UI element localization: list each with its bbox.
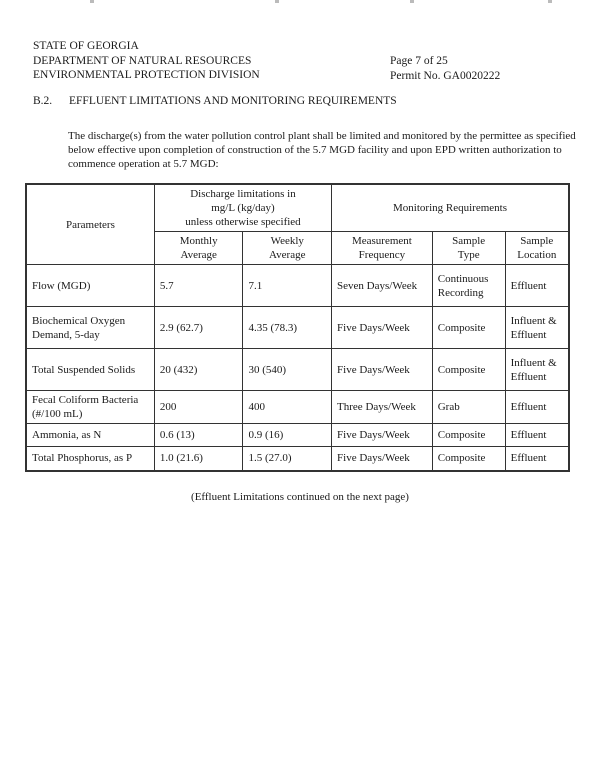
cell-line: Continuous	[437, 272, 489, 285]
scan-mark	[275, 0, 279, 3]
weekly-average-cell: 7.1	[243, 265, 332, 307]
intro-paragraph: The discharge(s) from the water pollution control plant shall be limited and monitored by the permittee as specified below effective upon completion of construction of the 5.7 MGD facility and upon EPD written authorization to commence operation at 5.7 MGD:	[68, 130, 576, 170]
monthly-average-cell: 2.9 (62.7)	[154, 307, 243, 349]
header-line: Monthly	[179, 235, 218, 247]
scan-mark	[548, 0, 552, 3]
continuation-note: (Effluent Limitations continued on the next page)	[191, 491, 409, 503]
cell-line: Grab	[437, 401, 460, 413]
parameter-cell	[26, 307, 154, 349]
cell-line: Influent &	[510, 314, 557, 327]
weekly-average-cell: 4.35 (78.3)	[243, 307, 332, 349]
weekly-average-cell: 30 (540)	[243, 349, 332, 391]
parameter-cell	[26, 265, 154, 307]
table-row	[26, 424, 569, 447]
monthly-average-cell: 0.6 (13)	[154, 424, 243, 447]
permit-number: Permit No. GA0020222	[390, 69, 501, 82]
header-line: Location	[517, 249, 557, 261]
page-number: Page 7 of 25	[390, 55, 448, 67]
sample-location-cell	[505, 265, 569, 307]
monthly-average-cell: 200	[154, 391, 243, 424]
parameters-header: Parameters	[26, 184, 154, 265]
measurement-frequency-header	[332, 232, 433, 265]
cell-line: Total Phosphorus, as P	[32, 452, 133, 465]
weekly-average-header	[243, 232, 332, 265]
cell-line: Flow (MGD)	[32, 279, 91, 292]
cell-line: Recording	[437, 286, 484, 299]
sample-location-cell	[505, 307, 569, 349]
measurement-frequency-cell: Five Days/Week	[332, 349, 433, 391]
header-line: mg/L (kg/day)	[211, 202, 275, 214]
cell-line: Biochemical Oxygen	[32, 314, 126, 327]
monthly-average-cell: 5.7	[154, 265, 243, 307]
cell-line: Effluent	[510, 279, 547, 292]
monitoring-requirements-header: Monitoring Requirements	[332, 184, 569, 232]
section-title: EFFLUENT LIMITATIONS AND MONITORING REQUIREMENTS	[69, 95, 397, 107]
measurement-frequency-cell: Five Days/Week	[332, 424, 433, 447]
header-line: Measurement	[351, 235, 412, 247]
cell-line: Ammonia, as N	[32, 429, 102, 441]
cell-line: Composite	[437, 321, 486, 334]
cell-line: Effluent	[510, 401, 547, 413]
table-row	[26, 391, 569, 424]
sample-type-cell	[432, 307, 505, 349]
cell-line: (#/100 mL)	[32, 408, 83, 420]
sample-type-header	[432, 232, 505, 265]
parameter-cell	[26, 447, 154, 471]
cell-line: Composite	[437, 452, 486, 465]
effluent-limitations-table	[25, 183, 570, 472]
header-line: Weekly	[270, 235, 304, 247]
sample-type-cell	[432, 349, 505, 391]
page-info	[390, 54, 500, 83]
sample-type-cell	[432, 447, 505, 471]
measurement-frequency-cell: Seven Days/Week	[332, 265, 433, 307]
sample-type-cell	[432, 391, 505, 424]
section-number: B.2.	[33, 95, 53, 107]
sample-location-cell	[505, 447, 569, 471]
sample-location-cell	[505, 391, 569, 424]
weekly-average-cell: 0.9 (16)	[243, 424, 332, 447]
agency-header	[33, 39, 260, 83]
sample-type-cell	[432, 265, 505, 307]
parameter-cell	[26, 391, 154, 424]
measurement-frequency-cell: Five Days/Week	[332, 307, 433, 349]
cell-line: Composite	[437, 429, 486, 441]
header-line: Frequency	[358, 249, 406, 261]
sample-location-cell	[505, 424, 569, 447]
sample-type-cell	[432, 424, 505, 447]
cell-line: Effluent	[510, 370, 547, 383]
discharge-limitations-header	[154, 184, 331, 232]
table-row	[26, 447, 569, 471]
header-line: Discharge limitations in	[190, 188, 296, 200]
cell-line: Effluent	[510, 328, 547, 341]
parameter-cell	[26, 424, 154, 447]
header-line: Average	[269, 249, 306, 261]
header-line: Type	[457, 249, 480, 261]
scan-mark	[410, 0, 414, 3]
table-row	[26, 307, 569, 349]
header-line: Sample	[520, 235, 554, 247]
agency-line: STATE OF GEORGIA	[33, 40, 139, 52]
cell-line: Fecal Coliform Bacteria	[32, 394, 139, 406]
header-line: Average	[180, 249, 217, 261]
cell-line: Composite	[437, 363, 486, 376]
table-row	[26, 349, 569, 391]
weekly-average-cell: 1.5 (27.0)	[243, 447, 332, 471]
measurement-frequency-cell: Three Days/Week	[332, 391, 433, 424]
table-row	[26, 265, 569, 307]
monthly-average-cell: 20 (432)	[154, 349, 243, 391]
sample-location-cell	[505, 349, 569, 391]
measurement-frequency-cell: Five Days/Week	[332, 447, 433, 471]
agency-line: DEPARTMENT OF NATURAL RESOURCES	[33, 54, 252, 67]
header-line: Sample	[452, 235, 486, 247]
cell-line: Total Suspended Solids	[32, 363, 136, 376]
parameter-cell	[26, 349, 154, 391]
weekly-average-cell: 400	[243, 391, 332, 424]
section-heading	[33, 95, 397, 107]
monthly-average-header	[154, 232, 243, 265]
sample-location-header	[505, 232, 569, 265]
header-line: unless otherwise specified	[185, 216, 301, 228]
cell-line: Influent &	[510, 356, 557, 369]
cell-line: Demand, 5-day	[32, 328, 100, 341]
scan-mark	[90, 0, 94, 3]
monthly-average-cell: 1.0 (21.6)	[154, 447, 243, 471]
agency-line: ENVIRONMENTAL PROTECTION DIVISION	[33, 69, 260, 81]
cell-line: Effluent	[510, 429, 547, 441]
cell-line: Effluent	[510, 452, 547, 465]
